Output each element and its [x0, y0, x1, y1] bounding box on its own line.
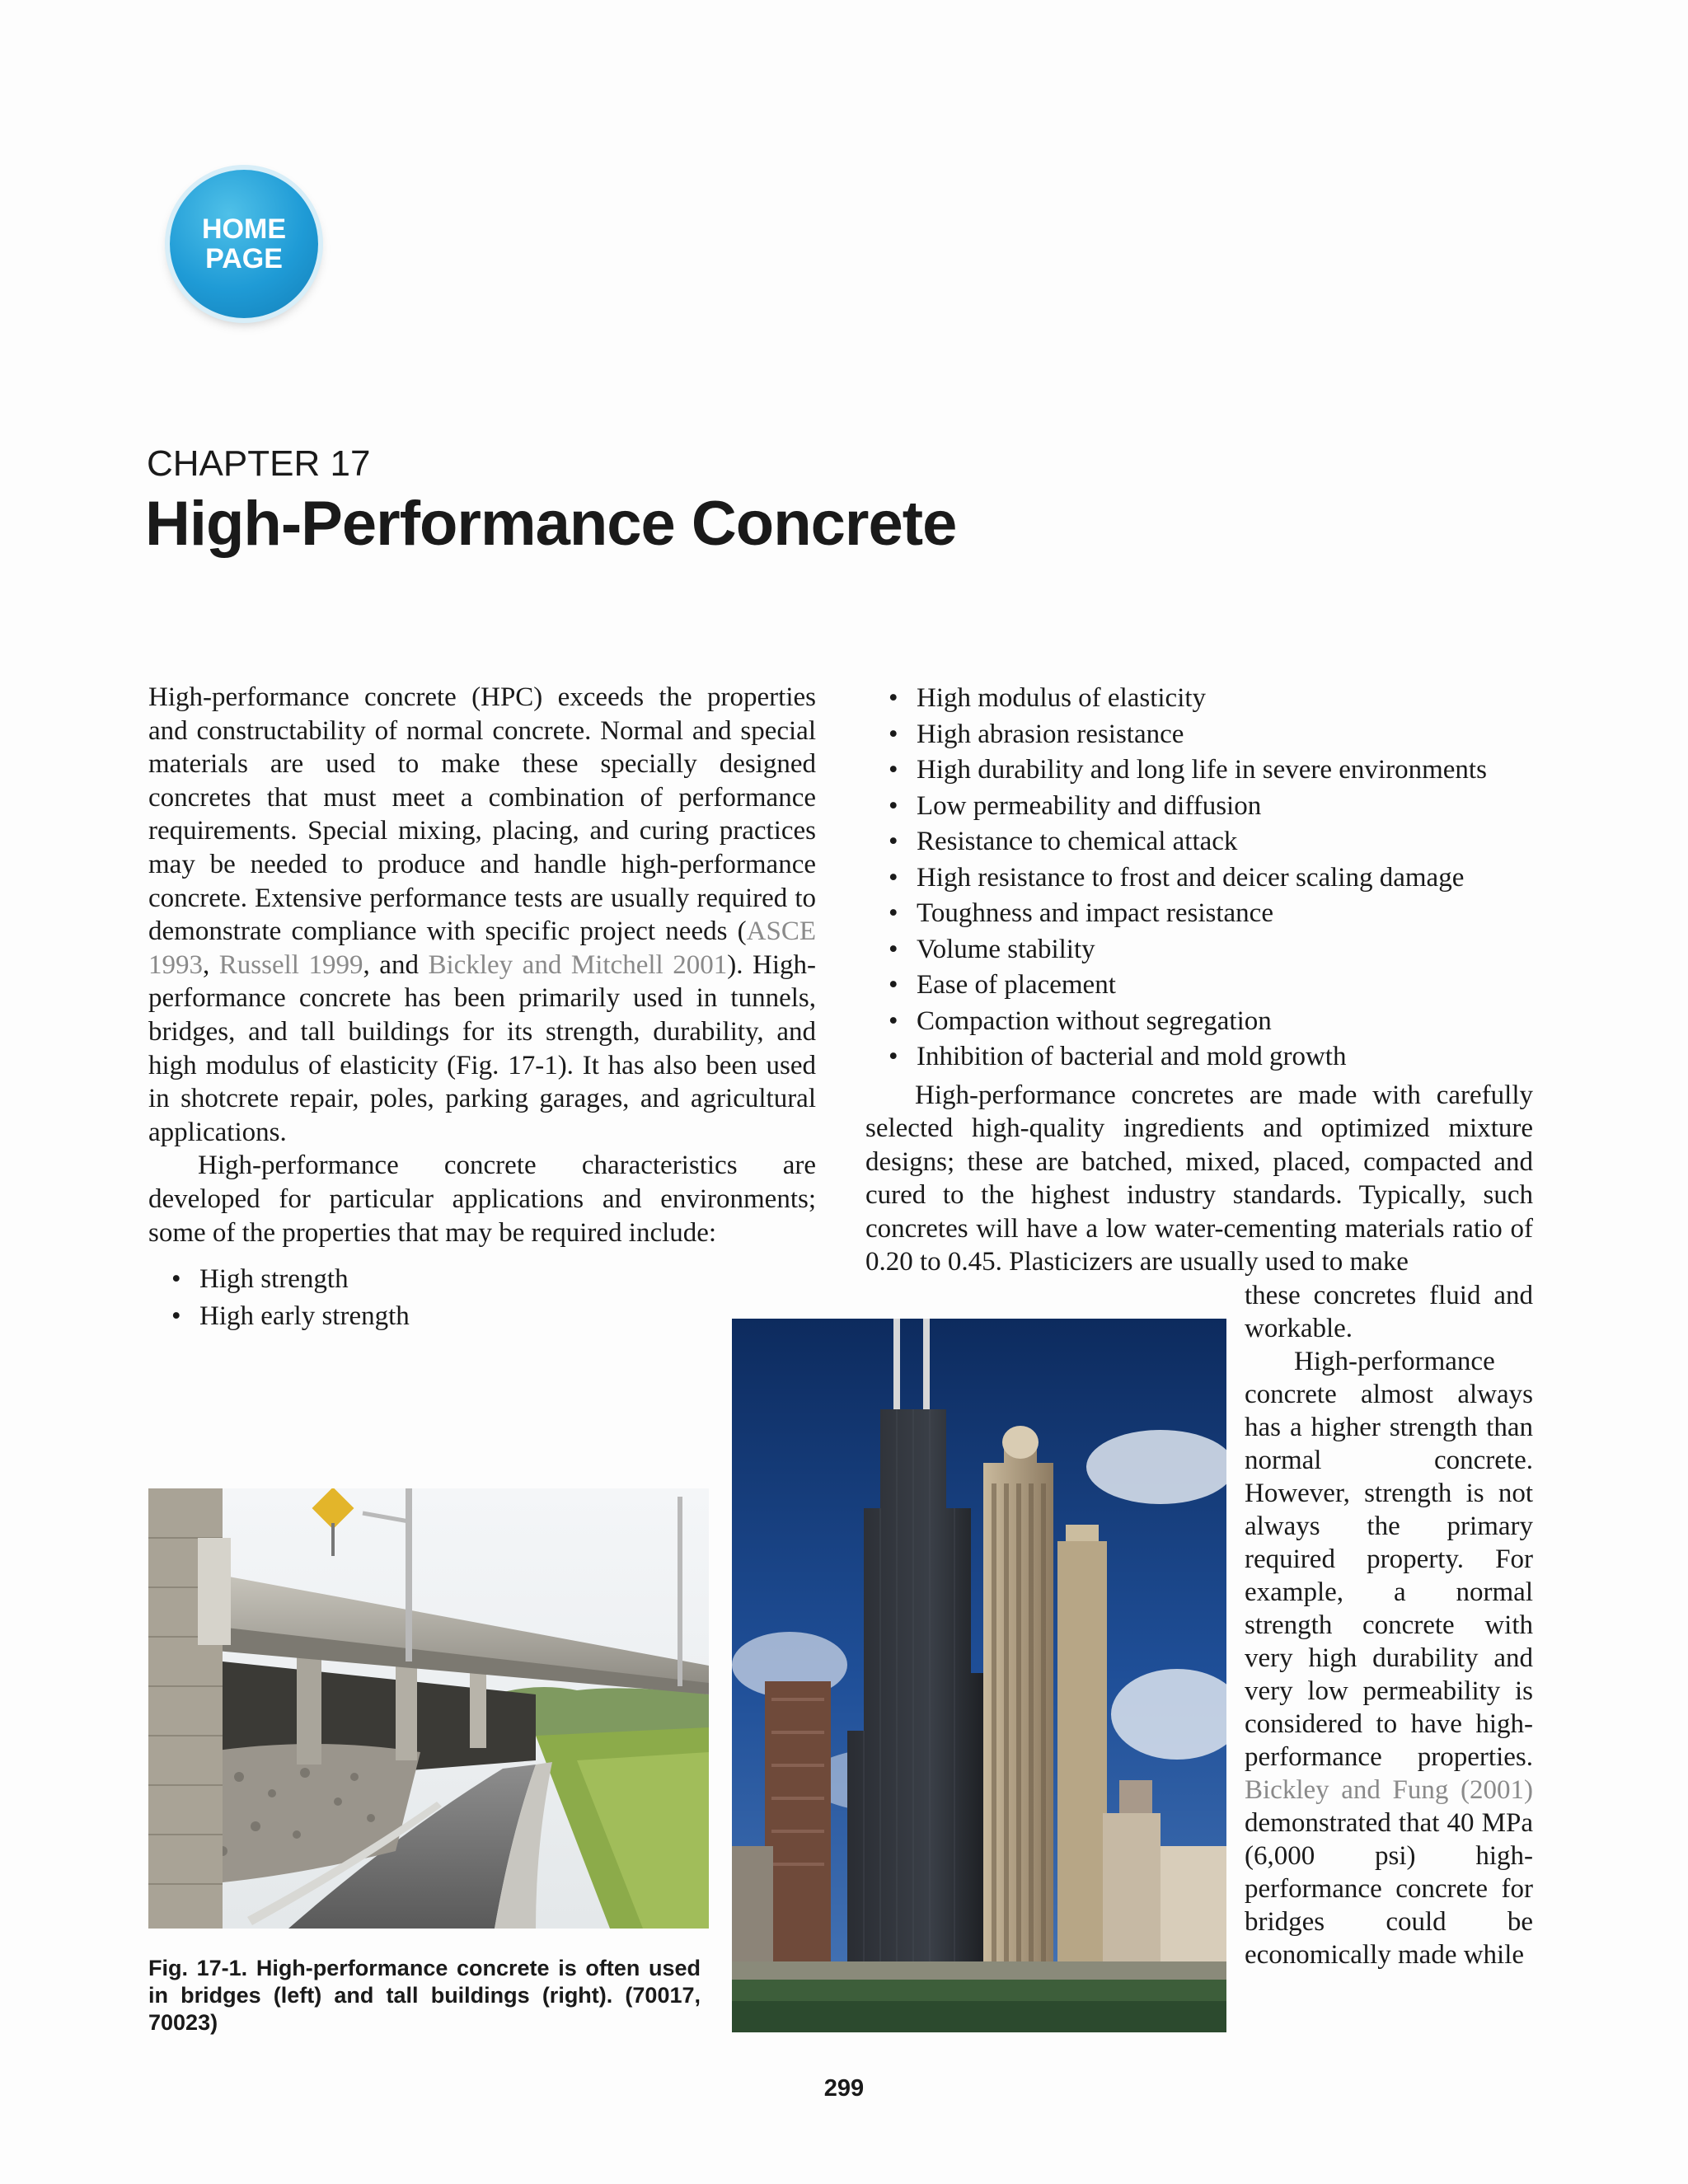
- list-item: • High durability and long life in severe environments: [865, 752, 1533, 789]
- list-item: • High abrasion resistance: [865, 717, 1533, 753]
- ref-russell-1999[interactable]: Russell 1999: [218, 949, 363, 980]
- tall-buildings-photo: [732, 1319, 1226, 2032]
- home-page-button[interactable]: [170, 170, 318, 318]
- list-item: • Resistance to chemical attack: [865, 824, 1533, 860]
- ref-bickley-mitchell-2001[interactable]: Bickley and Mitchell 2001: [428, 949, 728, 980]
- left-column: [148, 681, 816, 1335]
- home-page-label-line1: HOME: [202, 213, 286, 245]
- strength-paragraph: High-performance concrete almost always has a higher strength than normal concrete. However, strength is not always the primary required property. For example, a normal strength concrete with very high durability and very low permeability is considered to have high-performance properties. Bickley and Fung (2001) demonstrated that 40 MPa (6,000 psi) high-performance concrete for bridges could be economically made while: [1245, 1347, 1533, 1970]
- list-item: • Volume stability: [865, 932, 1533, 968]
- intro-paragraph: High-performance concrete (HPC) exceeds the properties and constructability of normal concrete. Normal and special materials are used to make these specially designed concretes that must meet a combination of performance requirements. Special mixing, placing, and curing practices may be needed to produce and handle high-performance concrete. Extensive performance tests are usually required to demonstrate compliance with specific project needs (ASCE 1993, Russell 1999, and Bickley and Mitchell 2001). High-performance concrete has been primarily used in tunnels, bridges, and tall buildings for its strength, durability, and high modulus of elasticity (Fig. 17-1). It has also been used in shotcrete repair, poles, parking garages, and agricultural applications.: [148, 682, 816, 1147]
- chapter-label: CHAPTER 17: [147, 443, 371, 484]
- list-item: • High modulus of elasticity: [865, 681, 1533, 717]
- list-item: • High resistance to frost and deicer scaling damage: [865, 860, 1533, 897]
- properties-list-left: [148, 1261, 816, 1335]
- properties-list-right: [865, 681, 1533, 1076]
- home-page-label-line2: PAGE: [205, 243, 283, 274]
- list-item: • Inhibition of bacterial and mold growth: [865, 1039, 1533, 1076]
- narrow-text-column: [1245, 1279, 1533, 1971]
- list-item: • Ease of placement: [865, 968, 1533, 1004]
- list-item: • High strength: [148, 1261, 816, 1298]
- list-item: • Toughness and impact resistance: [865, 896, 1533, 932]
- ingredients-paragraph-continued: these concretes fluid and workable.: [1245, 1281, 1533, 1343]
- list-item: • High early strength: [148, 1298, 816, 1335]
- ref-bickley-fung-2001[interactable]: Bickley and Fung (2001): [1245, 1775, 1533, 1805]
- list-item: • Compaction without segregation: [865, 1004, 1533, 1040]
- bridge-photo: [148, 1488, 709, 1929]
- figure-caption: Fig. 17-1. High-performance concrete is often used in bridges (left) and tall buildings (right). (70017, 70023): [148, 1956, 701, 2035]
- page-number: 299: [823, 2075, 865, 2102]
- right-column: [865, 681, 1533, 1279]
- chapter-title: High-Performance Concrete: [145, 489, 957, 559]
- list-item: • Low permeability and diffusion: [865, 789, 1533, 825]
- characteristics-paragraph: High-performance concrete characteristics are developed for particular applications and environments; some of the properties that may be required include:: [148, 1151, 816, 1248]
- ref-asce-1993[interactable]: ASCE 1993: [148, 916, 816, 980]
- ingredients-paragraph: High-performance concretes are made with carefully selected high-quality ingredients and optimized mixture designs; these are batched, mixed, placed, compacted and cured to the highest industry standards. Typically, such concretes will have a low water-cementing materials ratio of 0.20 to 0.45. Plasticizers are usually used to make: [865, 1080, 1533, 1277]
